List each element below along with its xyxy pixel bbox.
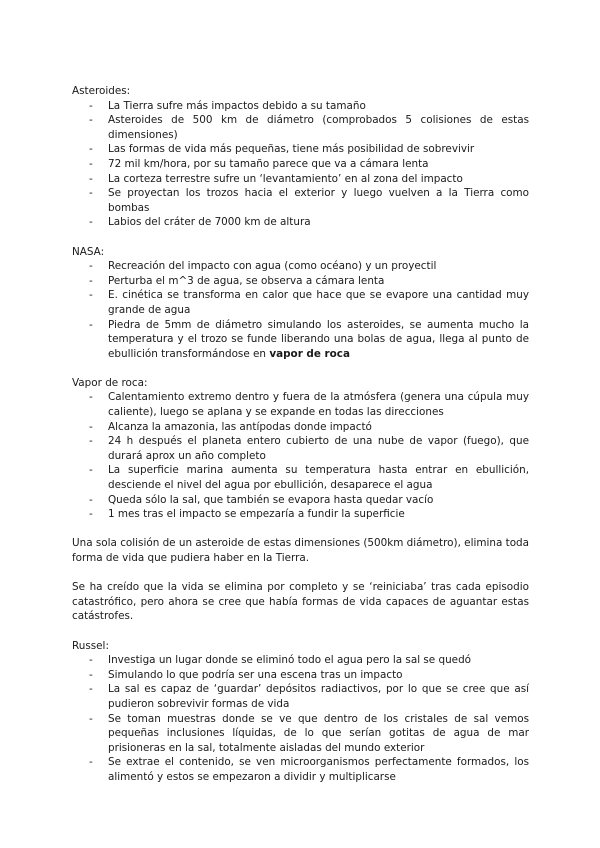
bullet-dash: -	[89, 289, 93, 302]
bullet-dash: -	[89, 464, 93, 477]
list-item: - La Tierra sufre más impactos debido a su tamaño	[89, 99, 366, 112]
list-item: - E. cinética se transforma en calor que hace que se evapore una cantidad muy grande de agua	[89, 289, 529, 316]
bullet-dash: -	[89, 435, 93, 448]
bullet-dash: -	[89, 99, 93, 112]
bullet-dash: -	[89, 143, 93, 156]
bullet-dash: -	[89, 756, 93, 769]
list-item: - Se extrae el contenido, se ven microorganismos perfectamente formados, los alimentó y estos se empezaron a dividir y multiplicarse	[89, 756, 529, 783]
bullet-dash: -	[89, 260, 93, 273]
list-item: - Se toman muestras donde se ve que dentro de los cristales de sal vemos pequeñas inclusiones líquidas, de lo que serían gotitas de agua de mar prisioneras en la sal, totalmente aisladas del mundo exterior	[89, 712, 529, 754]
list-item: - Recreación del impacto con agua (como océano) y un proyectil	[89, 260, 437, 273]
bullet-dash: -	[89, 114, 93, 127]
paragraph-single-collision: Una sola colisión de un asteroide de estas dimensiones (500km diámetro), elimina toda forma de vida que pudiera haber en la Tierra.	[72, 537, 530, 564]
list-item: - Piedra de 5mm de diámetro simulando los asteroides, se aumenta mucho la temperatura y el trozo se funde liberando una bolas de agua, llega al punto de ebullición transformándose en vapor de roca	[89, 318, 529, 360]
bullet-dash: -	[89, 683, 93, 696]
bold-term-vapor-de-roca: vapor de roca	[269, 347, 350, 360]
list-item: - Alcanza la amazonia, las antípodas donde impactó	[89, 420, 372, 433]
list-item: - 24 h después el planeta entero cubierto de una nube de vapor (fuego), que durará aprox un año completo	[89, 435, 529, 462]
section-heading-vapor-de-roca: Vapor de roca:	[72, 376, 148, 389]
bullet-dash: -	[89, 216, 93, 229]
section-heading-nasa: NASA:	[72, 245, 105, 258]
list-item: - Labios del cráter de 7000 km de altura	[89, 216, 311, 229]
bullet-dash: -	[89, 654, 93, 667]
nasa-list	[72, 259, 529, 361]
list-item: - La sal es capaz de ‘guardar’ depósitos radiactivos, por lo que se cree que así pudieron sobrevivir formas de vida	[89, 683, 529, 710]
bullet-dash: -	[89, 493, 93, 506]
list-item: - Se proyectan los trozos hacia el exterior y luego vuelven a la Tierra como bombas	[89, 187, 529, 214]
list-item: - La superficie marina aumenta su temperatura hasta entrar en ebullición, desciende el nivel del agua por ebullición, desaparece el agua	[89, 464, 529, 492]
bullet-dash: -	[89, 157, 93, 170]
list-item: - 72 mil km/hora, por su tamaño parece que va a cámara lenta	[89, 157, 429, 170]
bullet-dash: -	[89, 172, 93, 185]
bullet-dash: -	[89, 420, 93, 433]
section-heading-asteroides: Asteroides:	[72, 85, 131, 97]
list-item: - Simulando lo que podría ser una escena tras un impacto	[89, 668, 403, 681]
list-item: - La corteza terrestre sufre un ‘levantamiento’ en al zona del impacto	[89, 172, 463, 185]
bullet-dash: -	[89, 668, 93, 681]
document-page	[72, 84, 529, 785]
bullet-dash: -	[89, 391, 93, 404]
list-item: - Las formas de vida más pequeñas, tiene más posibilidad de sobrevivir	[89, 143, 475, 156]
list-item: - 1 mes tras el impacto se empezaría a fundir la superficie	[89, 508, 405, 521]
bullet-dash: -	[89, 318, 93, 331]
list-item: - Calentamiento extremo dentro y fuera de la atmósfera (genera una cúpula muy caliente), luego se aplana y se expande en todas las direcciones	[89, 391, 529, 419]
list-item: - Investiga un lugar donde se eliminó todo el agua pero la sal se quedó	[89, 654, 472, 667]
list-item: - Queda sólo la sal, que también se evapora hasta quedar vacío	[89, 493, 434, 506]
list-item: - Perturba el m^3 de agua, se observa a cámara lenta	[89, 274, 385, 287]
list-item: - Asteroides de 500 km de diámetro (comprobados 5 colisiones de estas dimensiones)	[89, 114, 529, 141]
bullet-dash: -	[89, 508, 93, 521]
section-heading-russel: Russel:	[72, 639, 109, 652]
bullet-dash: -	[89, 187, 93, 200]
vapor-list	[72, 390, 529, 521]
russel-list	[72, 653, 529, 784]
bullet-dash: -	[89, 712, 93, 725]
bullet-dash: -	[89, 274, 93, 287]
paragraph-life-survival: Se ha creído que la vida se elimina por completo y se ‘reiniciaba’ tras cada episodio catastrófico, pero ahora se cree que había formas de vida capaces de aguantar estas catástrofes.	[72, 581, 529, 623]
asteroides-list	[72, 99, 529, 230]
